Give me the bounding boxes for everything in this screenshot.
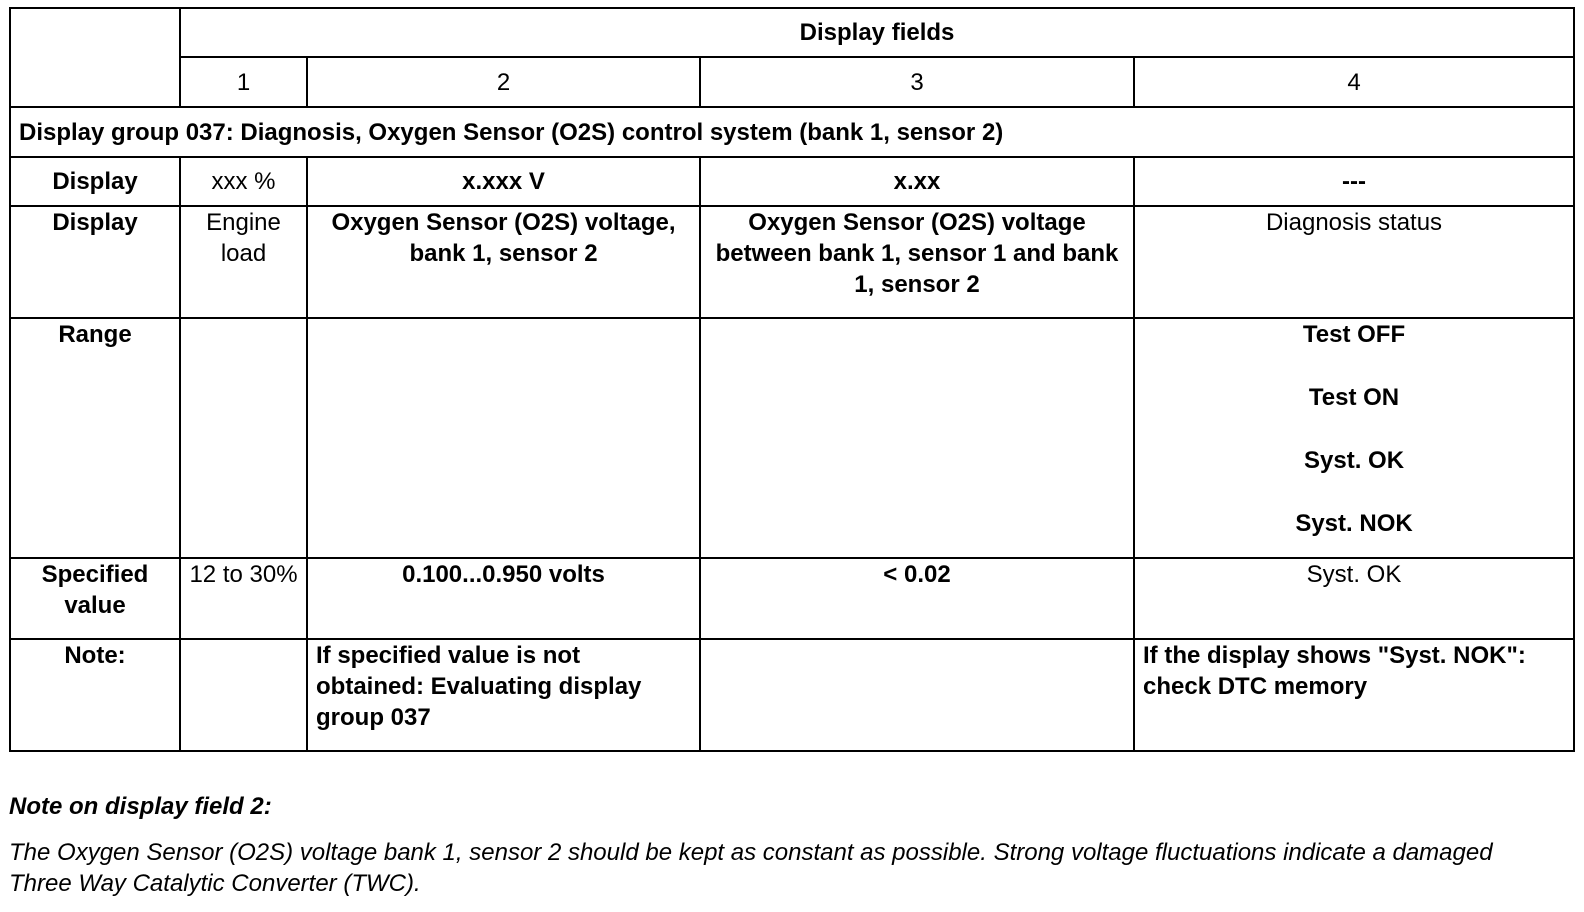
note-field-4: If the display shows "Syst. NOK": check DTC memory [1134,639,1574,751]
field-number-4: 4 [1134,57,1574,107]
range-row [10,318,1574,558]
field-number-3: 3 [700,57,1134,107]
row-label-display: Display [10,206,180,318]
display-description-field-1: Engine load [180,206,307,318]
row-label-note: Note: [10,639,180,751]
range-field-1 [180,318,307,558]
display-format-row [10,157,1574,206]
header-row-title [10,8,1574,57]
note-field-1 [180,639,307,751]
display-description-field-4: Diagnosis status [1134,206,1574,318]
specified-value-field-4: Syst. OK [1134,558,1574,639]
corner-cell [10,8,180,107]
range-value-syst-nok: Syst. NOK [1295,510,1413,537]
display-description-row [10,206,1574,318]
footnote-title: Note on display field 2: [9,793,272,820]
footnote-body: The Oxygen Sensor (O2S) voltage bank 1, sensor 2 should be kept as constant as possible. Strong voltage fluctuations indicate a damaged Three Way Catalytic Converter (TWC). [9,839,1493,897]
row-label-range: Range [10,318,180,558]
display-description-field-2: Oxygen Sensor (O2S) voltage, bank 1, sensor 2 [307,206,700,318]
display-description-field-3: Oxygen Sensor (O2S) voltage between bank 1, sensor 1 and bank 1, sensor 2 [700,206,1134,318]
specified-value-row [10,558,1574,639]
row-label-display: Display [10,157,180,206]
display-group-title: Display group 037: Diagnosis, Oxygen Sensor (O2S) control system (bank 1, sensor 2) [10,107,1574,157]
note-field-3 [700,639,1134,751]
display-group-table [9,7,1575,752]
field-number-2: 2 [307,57,700,107]
display-format-field-1: xxx % [180,157,307,206]
field-number-1: 1 [180,57,307,107]
specified-value-field-1: 12 to 30% [180,558,307,639]
specified-value-field-2: 0.100...0.950 volts [307,558,700,639]
range-value-syst-ok: Syst. OK [1304,447,1405,474]
range-field-4 [1134,318,1574,558]
note-row [10,639,1574,751]
range-field-3 [700,318,1134,558]
display-format-field-4: --- [1134,157,1574,206]
display-format-field-2: x.xxx V [307,157,700,206]
range-value-test-off: Test OFF [1302,321,1406,348]
note-field-2: If specified value is not obtained: Evaluating display group 037 [307,639,700,751]
range-field-2 [307,318,700,558]
header-row-numbers [10,57,1574,107]
row-label-specified-value: Specified value [10,558,180,639]
display-format-field-3: x.xx [700,157,1134,206]
range-value-test-on: Test ON [1308,384,1400,411]
specified-value-field-3: < 0.02 [700,558,1134,639]
group-title-row [10,107,1574,157]
display-fields-heading: Display fields [180,8,1574,57]
